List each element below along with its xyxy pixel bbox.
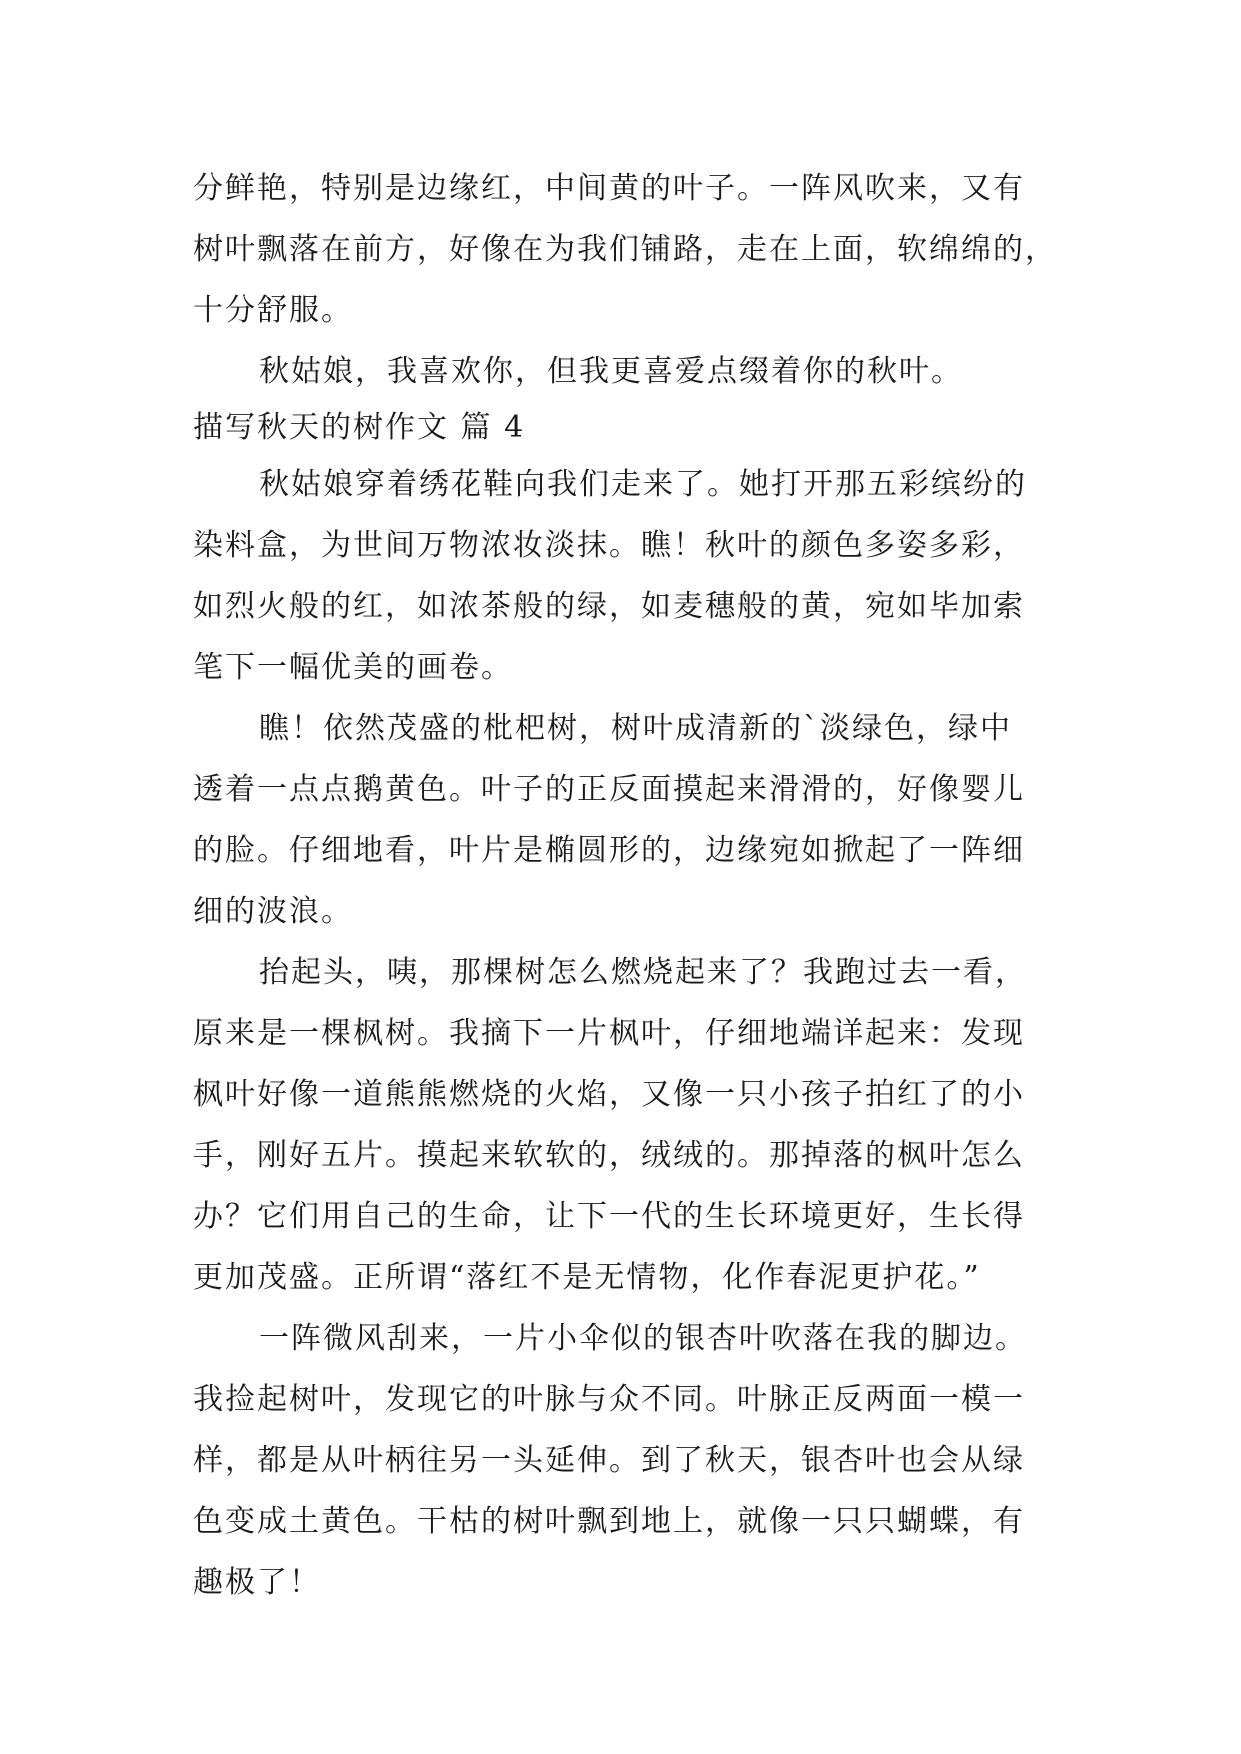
text-line: 趣极了！: [193, 1565, 321, 1600]
text-line: 细的波浪。: [193, 894, 353, 929]
text-line: 秋姑娘，我喜欢你，但我更喜爱点缀着你的秋叶。: [259, 354, 963, 389]
document-page: [193, 158, 1055, 1613]
text-line: 原来是一棵枫树。我摘下一片枫叶，仔细地端详起来：发现: [193, 1016, 1025, 1051]
text-line: 如烈火般的红，如浓茶般的绿，如麦穗般的黄，宛如毕加索: [193, 589, 1025, 624]
text-line: 染料盒，为世间万物浓妆淡抹。瞧！秋叶的颜色多姿多彩，: [193, 528, 1025, 563]
text-line: 枫叶好像一道熊熊燃烧的火焰，又像一只小孩子拍红了的小: [193, 1077, 1025, 1112]
text-line: 抬起头，咦，那棵树怎么燃烧起来了？我跑过去一看，: [259, 955, 1027, 990]
paragraph-1: [193, 454, 1055, 698]
paragraph-3: [193, 942, 1055, 1308]
section-title: 描写秋天的树作文 篇 4: [193, 410, 526, 445]
text-line: 色变成土黄色。干枯的树叶飘到地上，就像一只只蝴蝶，有: [193, 1504, 1025, 1539]
text-line: 我捡起树叶，发现它的叶脉与众不同。叶脉正反两面一模一: [193, 1382, 1025, 1417]
text-line: 瞧！依然茂盛的枇杷树，树叶成清新的`淡绿色，绿中: [259, 711, 1012, 746]
text-line: 样，都是从叶柄往另一头延伸。到了秋天，银杏叶也会从绿: [193, 1443, 1025, 1478]
paragraph-2: [193, 698, 1055, 942]
text-line: 树叶飘落在前方，好像在为我们铺路，走在上面，软绵绵的，: [193, 232, 1057, 267]
text-line: 办？它们用自己的生命，让下一代的生长环境更好，生长得: [193, 1199, 1025, 1234]
paragraph-love: [193, 341, 1055, 402]
text-line: 透着一点点鹅黄色。叶子的正反面摸起来滑滑的，好像婴儿: [193, 772, 1025, 807]
text-line: 一阵微风刮来，一片小伞似的银杏叶吹落在我的脚边。: [259, 1321, 1027, 1356]
text-line: 十分舒服。: [193, 293, 353, 328]
paragraph-intro: [193, 158, 1055, 341]
text-line: 的脸。仔细地看，叶片是椭圆形的，边缘宛如掀起了一阵细: [193, 833, 1025, 868]
paragraph-4: [193, 1308, 1055, 1613]
text-line: 笔下一幅优美的画卷。: [193, 650, 513, 685]
text-line: 更加茂盛。正所谓“落红不是无情物，化作春泥更护花。”: [193, 1260, 981, 1295]
text-line: 秋姑娘穿着绣花鞋向我们走来了。她打开那五彩缤纷的: [259, 467, 1027, 502]
text-line: 分鲜艳，特别是边缘红，中间黄的叶子。一阵风吹来，又有: [193, 171, 1025, 206]
text-line: 手，刚好五片。摸起来软软的，绒绒的。那掉落的枫叶怎么: [193, 1138, 1025, 1173]
